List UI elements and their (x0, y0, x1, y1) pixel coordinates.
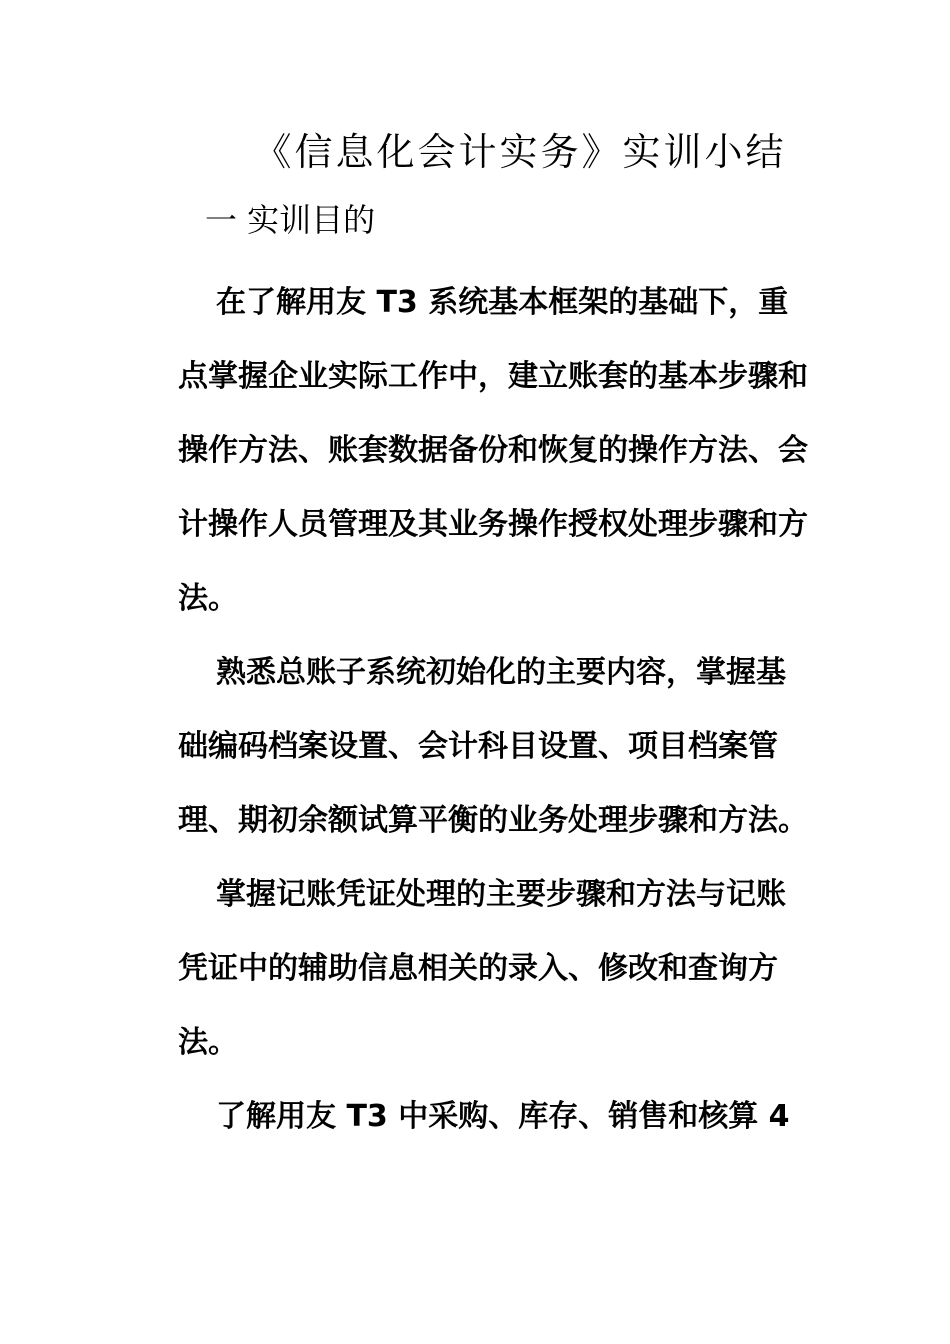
paragraph: 熟悉总账子系统初始化的主要内容，掌握基础编码档案设置、会计科目设置、项目档案管理、期初余额试算平衡的业务处理步骤和方法。 (178, 655, 808, 838)
document-body (178, 266, 808, 1154)
paragraph: 掌握记账凭证处理的主要步骤和方法与记账凭证中的辅助信息相关的录入、修改和查询方法。 (178, 877, 786, 1060)
document-title: 《信息化会计实务》实训小结 (253, 130, 787, 174)
section-heading: 一 实训目的 (205, 201, 376, 239)
paragraph: 在了解用友 T3 系统基本框架的基础下，重点掌握企业实际工作中，建立账套的基本步骤和操作方法、账套数据备份和恢复的操作方法、会计操作人员管理及其业务操作授权处理步骤和方法。 (178, 285, 808, 616)
paragraph: 了解用友 T3 中采购、库存、销售和核算 4 (216, 1099, 790, 1134)
